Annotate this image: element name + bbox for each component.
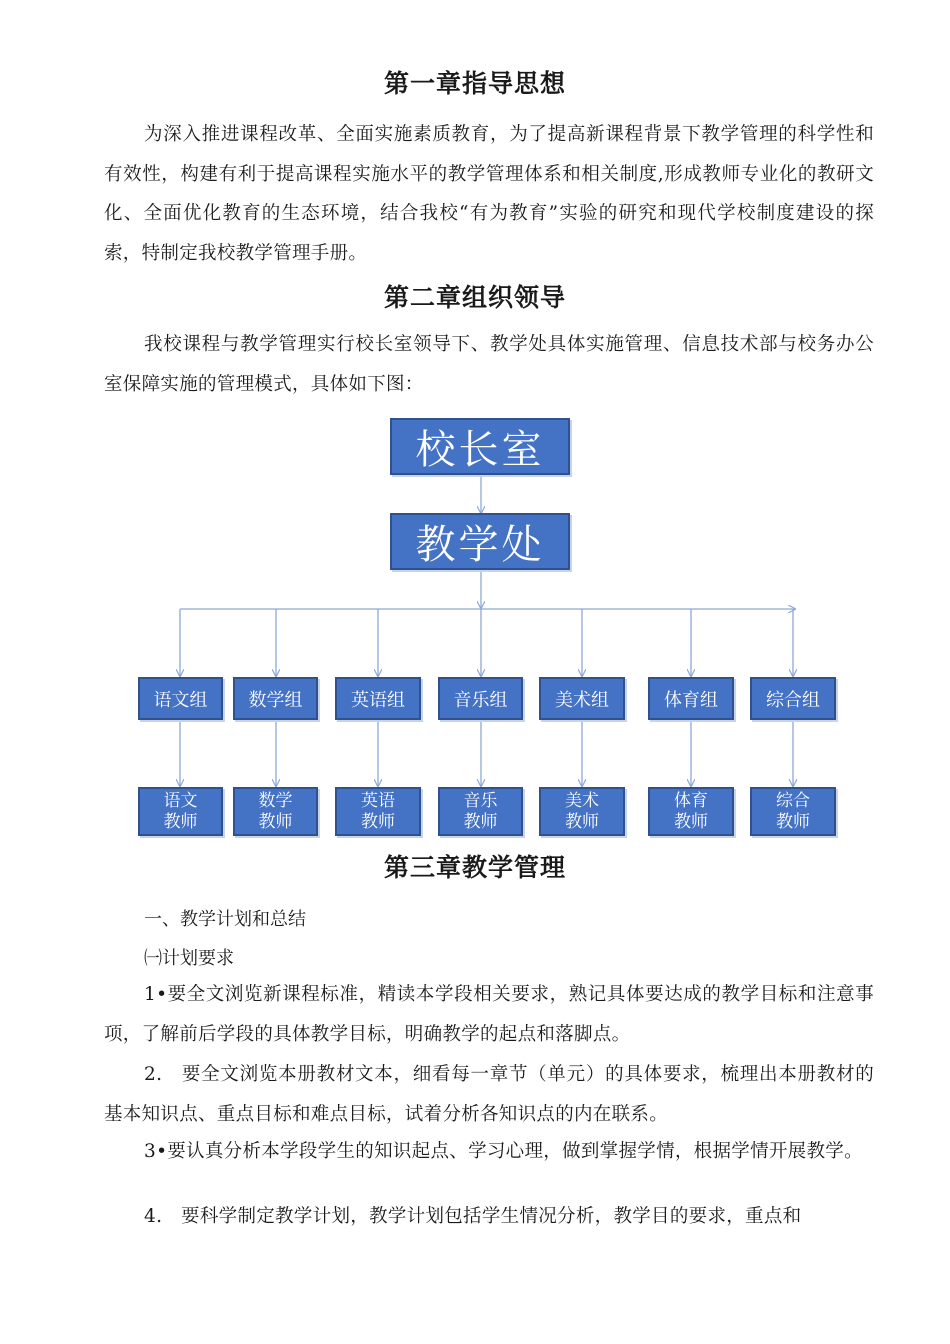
principal-office-box: 校长室 <box>390 418 570 475</box>
section-1-heading: 一、教学计划和总结 <box>144 909 306 930</box>
teacher-box-music: 音乐 教师 <box>438 787 523 836</box>
list-item-2: 2. 要全文浏览本册教材文本，细看每一章节（单元）的具体要求，梳理出本册教材的基本知识点、重点目标和难点目标，试着分析各知识点的内在联系。 <box>104 1064 874 1125</box>
subsection-1-heading: ㈠计划要求 <box>144 948 234 969</box>
group-box-pe: 体育组 <box>648 677 734 720</box>
chapter-2-paragraph: 我校课程与教学管理实行校长室领导下、教学处具体实施管理、信息技术部与校务办公室保障实施的管理模式，具体如下图： <box>104 334 874 395</box>
teacher-box-pe: 体育 教师 <box>648 787 734 836</box>
group-box-comprehensive: 综合组 <box>750 677 836 720</box>
chapter-2-title: 第二章组织领导 <box>383 283 566 312</box>
group-box-math: 数学组 <box>233 677 318 720</box>
group-box-chinese: 语文组 <box>138 677 223 720</box>
teacher-box-math: 数学 教师 <box>233 787 318 836</box>
teacher-box-comprehensive: 综合 教师 <box>750 787 836 836</box>
chapter-1-title: 第一章指导思想 <box>383 69 566 98</box>
group-box-art: 美术组 <box>539 677 625 720</box>
teacher-box-chinese: 语文 教师 <box>138 787 223 836</box>
teaching-office-box: 教学处 <box>390 513 570 570</box>
group-box-english: 英语组 <box>335 677 421 720</box>
list-item-3: 3•要认真分析本学段学生的知识起点、学习心理，做到掌握学情，根据学情开展教学。 <box>144 1141 863 1162</box>
list-item-1: 1•要全文浏览新课程标准，精读本学段相关要求，熟记具体要达成的教学目标和注意事项，了解前后学段的具体教学目标，明确教学的起点和落脚点。 <box>104 984 874 1045</box>
chapter-3-title: 第三章教学管理 <box>383 853 566 882</box>
teacher-box-art: 美术 教师 <box>539 787 625 836</box>
teacher-box-english: 英语 教师 <box>335 787 421 836</box>
list-item-4: 4. 要科学制定教学计划，教学计划包括学生情况分析，教学目的要求，重点和 <box>144 1206 802 1227</box>
group-box-music: 音乐组 <box>438 677 523 720</box>
chapter-1-paragraph: 为深入推进课程改革、全面实施素质教育，为了提高新课程背景下教学管理的科学性和有效性，构建有利于提高课程实施水平的教学管理体系和相关制度,形成教师专业化的教研文化、全面优化教育的生态环境，结合我校“有为教育”实验的研究和现代学校制度建设的探索，特制定我校教学管理手册。 <box>104 124 874 264</box>
